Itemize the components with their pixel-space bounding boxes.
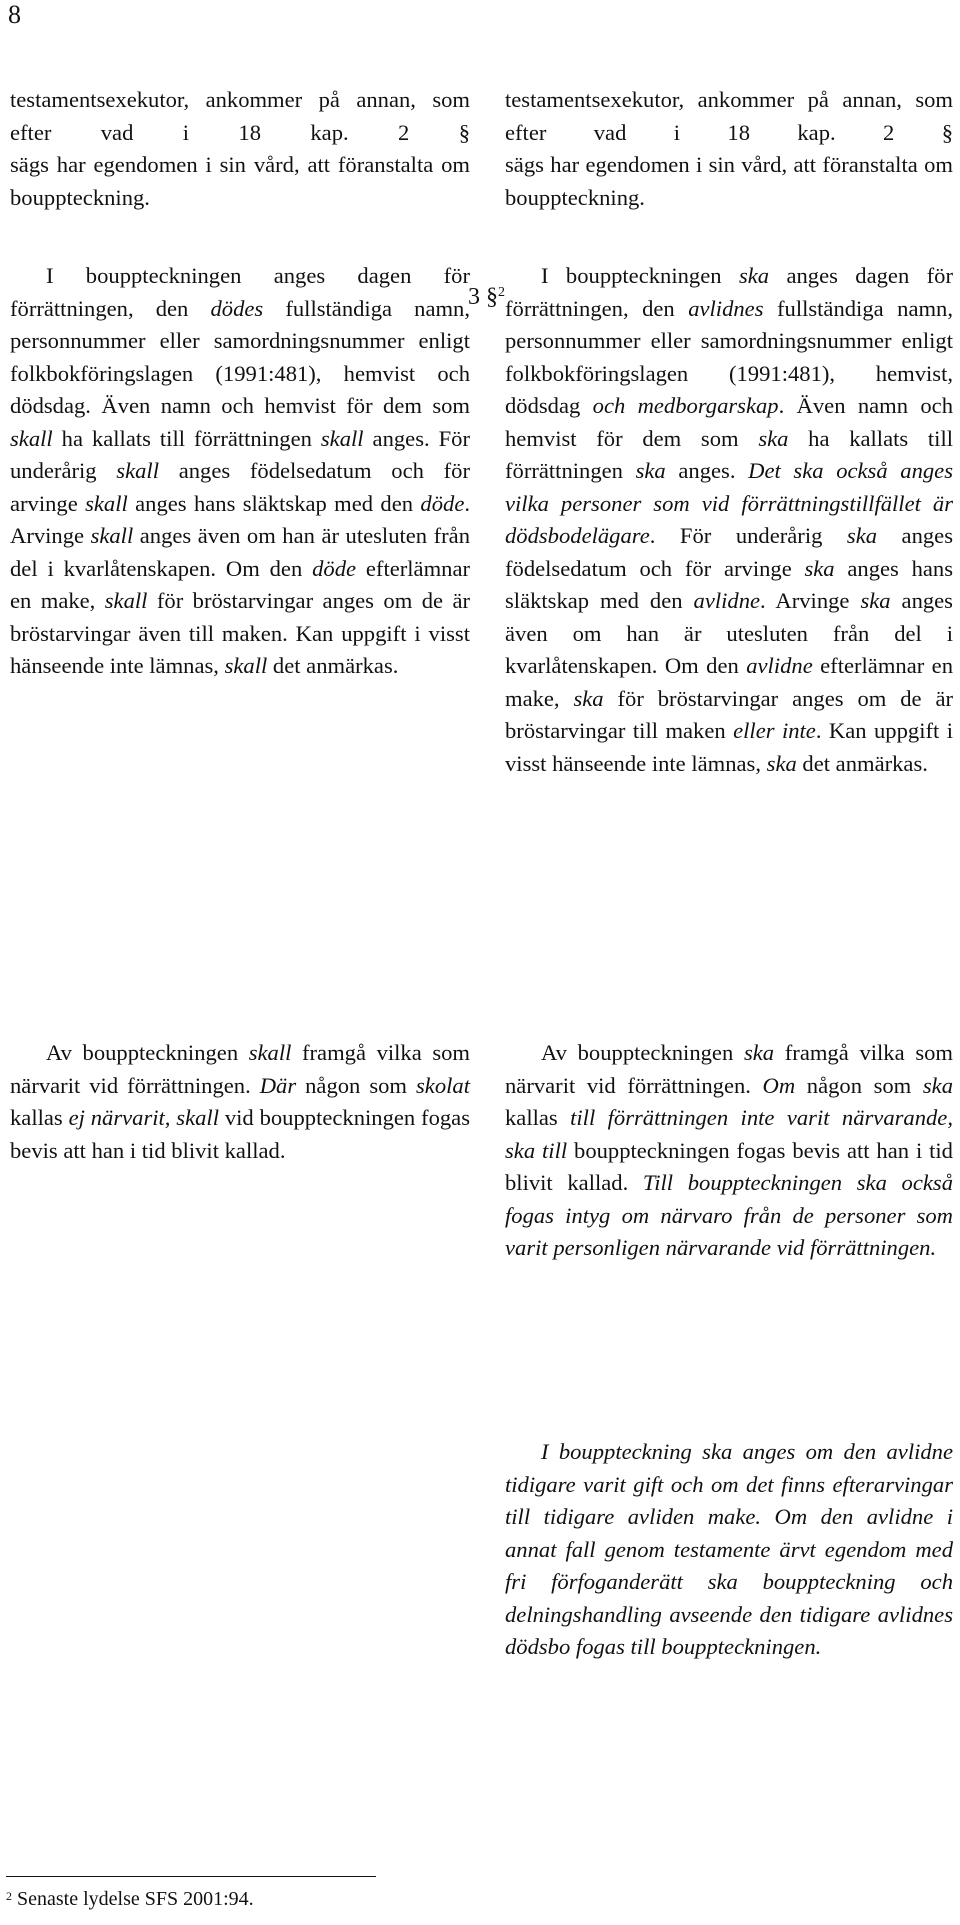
left-intro-line-1: testamentsexekutor, ankommer på annan, som efter vad i 18 kap. 2 §: [10, 87, 470, 145]
right-paragraph-1: I bouppteckningen ska anges dagen för förrättningen, den avlidnes fullständiga namn, personnummer eller samordningsnummer enligt folkbokföringslagen (1991:481), hemvist, dödsdag och medborgarskap. Även namn och hemvist för dem som ska ha kallats till förrättningen ska anges. Det ska också anges vilka personer som vid förrättningstillfället är dödsbodelägare. För underårig ska anges födelsedatum och för arvinge ska anges hans släktskap med den avlidne. Arvinge ska anges även om han är utesluten från del i kvarlåtenskapen. Om den avlidne efterlämnar en make, ska för bröstarvingar anges om de är bröstarvingar till maken eller inte. Kan uppgift i visst hänseende inte lämnas, ska det anmärkas.: [505, 263, 954, 776]
right-paragraph-2: Av bouppteckningen ska framgå vilka som närvarit vid förrättningen. Om någon som ska kallas till förrättningen inte varit närvarande, ska till bouppteckningen fogas bevis att han i tid blivit kallad. Till bouppteckningen ska också fogas intyg om närvaro från de personer som varit personligen närvarande vid förrättningen.: [505, 1040, 954, 1260]
section-marker: 3 §$^2$: [468, 284, 505, 310]
footnote-text: Senaste lydelse SFS 2001:94.: [17, 1888, 254, 1910]
footnote-divider: [6, 1876, 376, 1877]
right-intro-line-1: testamentsexekutor, ankommer på annan, som efter vad i 18 kap. 2 §: [505, 87, 953, 145]
footnote-reference: 2: [498, 285, 505, 300]
page-number: 8: [8, 0, 21, 29]
right-paragraph-3: I bouppteckning ska anges om den avlidne tidigare varit gift och om det finns efterarvingar till tidigare avliden make. Om den avlidne i annat fall genom testamente ärvt egendom med fri förfoganderätt ska bouppteckning och delningshandling avseende den tidigare avlidnes dödsbo fogas till bouppteckningen.: [505, 1439, 953, 1659]
left-intro-line-2: sägs har egendomen i sin vård, att föranstalta om bouppteckning.: [10, 152, 470, 210]
left-paragraph-2: Av bouppteckningen skall framgå vilka som närvarit vid förrättningen. Där någon som skolat kallas ej närvarit, skall vid bouppteckningen fogas bevis att han i tid blivit kallad.: [10, 1040, 471, 1163]
left-paragraph-1: I bouppteckningen anges dagen för förrättningen, den dödes fullständiga namn, personnummer eller samordningsnummer enligt folkbokföringslagen (1991:481), hemvist och dödsdag. Även namn och hemvist för dem som skall ha kallats till förrättningen skall anges. För underårig skall anges födelsedatum och för arvinge skall anges hans släktskap med den döde. Arvinge skall anges även om han är utesluten från del i kvarlåtenskapen. Om den döde efterlämnar en make, skall för bröstarvingar anges om de är bröstarvingar även till maken. Kan uppgift i visst hänseende inte lämnas, skall det anmärkas.: [10, 263, 471, 678]
right-column-proposed-text: [505, 84, 953, 214]
footnote: [6, 1886, 254, 1912]
footnote-marker: 2: [6, 1889, 12, 1903]
left-column-current-text: [10, 84, 470, 214]
right-intro-line-2: sägs har egendomen i sin vård, att föranstalta om bouppteckning.: [505, 152, 953, 210]
